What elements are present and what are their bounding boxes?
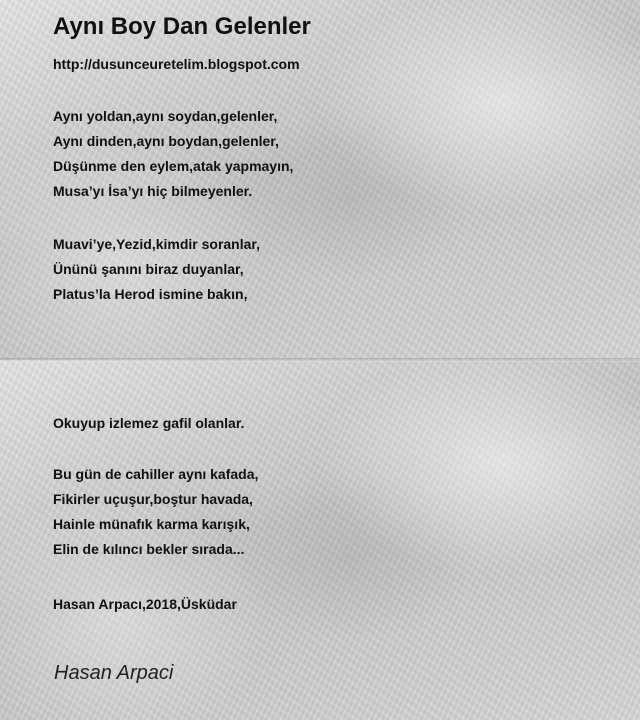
poem-attribution bbox=[53, 592, 237, 617]
stanza-2 bbox=[53, 232, 260, 307]
poem-line: Fikirler uçuşur,boştur havada, bbox=[53, 491, 253, 507]
source-url: http://dusunceuretelim.blogspot.com bbox=[53, 56, 300, 72]
poem-line: Bu gün de cahiller aynı kafada, bbox=[53, 466, 259, 482]
poem-title: Aynı Boy Dan Gelenler bbox=[53, 13, 311, 40]
poem-line: Musa’yı İsa’yı hiç bilmeyenler. bbox=[53, 183, 253, 199]
poem-line: Hainle münafık karma karışık, bbox=[53, 516, 250, 532]
panel-divider bbox=[0, 358, 640, 362]
poem-line: Muavi’ye,Yezid,kimdir soranlar, bbox=[53, 236, 260, 252]
attribution-line: Hasan Arpacı,2018,Üsküdar bbox=[53, 596, 237, 612]
stanza-3 bbox=[53, 462, 258, 562]
poem-line: Düşünme den eylem,atak yapmayın, bbox=[53, 158, 294, 174]
poem-line: Ününü şanını biraz duyanlar, bbox=[53, 261, 244, 277]
poem-line: Aynı yoldan,aynı soydan,gelenler, bbox=[53, 108, 278, 124]
stanza-1 bbox=[53, 104, 293, 204]
author-signature: Hasan Arpaci bbox=[54, 662, 174, 684]
poem-line: Aynı dinden,aynı boydan,gelenler, bbox=[53, 133, 279, 149]
poem-line: Elin de kılıncı bekler sırada... bbox=[53, 541, 245, 557]
poem-line: Okuyup izlemez gafil olanlar. bbox=[53, 415, 245, 431]
stanza-2-continued bbox=[53, 411, 244, 436]
poem-line: Platus’la Herod ismine bakın, bbox=[53, 286, 248, 302]
